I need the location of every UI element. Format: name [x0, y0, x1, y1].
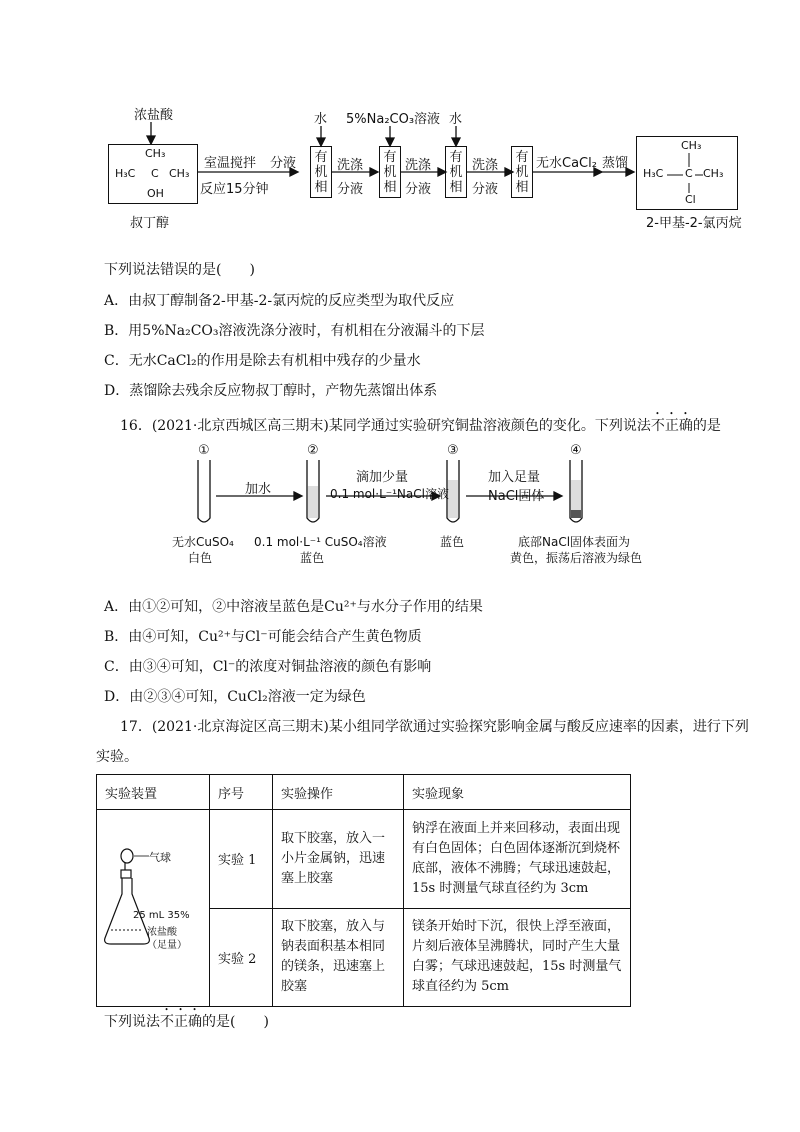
wash-label-1: 洗涤	[337, 158, 364, 173]
tube2-caption-a: 0.1 mol·L⁻¹ CuSO₄溶液	[254, 535, 387, 549]
organic-phase-box-4: 有 机 相	[511, 146, 533, 198]
acid-label-a: 25 mL 35%	[133, 910, 190, 921]
tube4-caption-b: 黄色，振荡后溶液为绿色	[510, 551, 643, 565]
organic-phase-box-3: 有 机 相	[445, 146, 467, 198]
flask-apparatus	[97, 810, 209, 1006]
arrow3-top-label: 加入足量	[488, 470, 541, 485]
table-row	[97, 810, 631, 909]
row1-operation: 取下胶塞，放入一小片金属钠，迅速塞上胶塞	[273, 810, 404, 909]
wash-label-3: 洗涤	[472, 158, 499, 173]
q15-prompt: 下列说法错误的是( )	[104, 262, 255, 278]
row2-operation: 取下胶塞，放入与钠表面积基本相同的镁条，迅速塞上胶塞	[273, 908, 404, 1007]
table-header-row	[97, 775, 631, 810]
q16-emphasis: 不正确	[650, 418, 693, 434]
organic-phase-box-1: 有 机 相	[310, 146, 332, 198]
drying-agent-label: 无水CaCl₂	[536, 156, 597, 171]
q15-option-c: C．无水CaCl₂的作用是除去有机相中残存的少量水	[104, 353, 421, 369]
q16-option-c: C．由③④可知，Cl⁻的浓度对铜盐溶液的颜色有影响	[104, 659, 432, 675]
q16-stem: 16．(2021·北京西城区高三期末)某同学通过实验研究铜盐溶液颜色的变化。下列说法不正确的是	[120, 418, 721, 434]
acid-label-b: 浓盐酸	[147, 927, 177, 938]
q15-option-b: B．用5%Na₂CO₃溶液洗涤分液时，有机相在分液漏斗的下层	[104, 323, 485, 339]
tube4-caption-a: 底部NaCl固体表面为	[518, 535, 631, 549]
step1-top-label: 室温搅拌	[204, 156, 257, 171]
reagent-hcl-label: 浓盐酸	[134, 108, 174, 123]
sep-label-3: 分液	[472, 182, 499, 197]
experiment-table	[96, 774, 631, 1007]
row1-phenomenon: 钠浮在液面上并来回移动，表面出现有白色固体；白色固体逐渐沉到烧杯底部，液体不沸腾；气球迅速鼓起，15s 时测量气球直径约为 3cm	[404, 810, 631, 909]
q17-prompt: 下列说法不正确的是( )	[104, 1014, 269, 1030]
row1-index: 实验 1	[210, 810, 273, 909]
tbutanol-structure: CH₃ H₃C C CH₃ OH	[108, 144, 198, 204]
tube-number-2: ②	[307, 443, 319, 458]
distill-label: 蒸馏	[602, 156, 629, 171]
tube-number-1: ①	[198, 443, 210, 458]
sep-label-2: 分液	[405, 182, 432, 197]
tube-number-4: ④	[570, 443, 582, 458]
q16-option-a: A．由①②可知，②中溶液呈蓝色是Cu²⁺与水分子作用的结果	[104, 599, 483, 615]
sep-label-1: 分液	[337, 182, 364, 197]
q17-stem-line2: 实验。	[96, 749, 138, 765]
q16-option-b: B．由④可知，Cu²⁺与Cl⁻可能会结合产生黄色物质	[104, 629, 422, 645]
tube-number-3: ③	[447, 443, 459, 458]
product-label: 2-甲基-2-氯丙烷	[646, 216, 742, 231]
product-structure: CH₃ H₃C C CH₃ Cl	[636, 136, 738, 210]
acid-label-c: （足量）	[147, 940, 187, 951]
row2-index: 实验 2	[210, 908, 273, 1007]
q15-option-a: A．由叔丁醇制备2-甲基-2-氯丙烷的反应类型为取代反应	[104, 293, 455, 309]
q17-stem-line1: 17．(2021·北京海淀区高三期末)某小组同学欲通过实验探究影响金属与酸反应速率的因素，进行下列	[120, 719, 749, 735]
q17-emphasis: 不正确	[160, 1014, 202, 1030]
header-operation: 实验操作	[273, 775, 404, 810]
na2co3-label: 5%Na₂CO₃溶液	[346, 112, 441, 127]
sep1-label: 分液	[270, 156, 297, 171]
tube1-caption-b: 白色	[188, 551, 213, 565]
arrow2-bottom-label: 0.1 mol·L⁻¹NaCl溶液	[330, 487, 449, 501]
header-index: 序号	[210, 775, 273, 810]
organic-phase-box-2: 有 机 相	[379, 146, 401, 198]
water2-label: 水	[449, 112, 463, 127]
arrow1-label: 加水	[245, 482, 272, 497]
q16-option-d: D．由②③④可知，CuCl₂溶液一定为绿色	[104, 689, 366, 705]
row2-phenomenon: 镁条开始时下沉，很快上浮至液面，片刻后液体呈沸腾状，同时产生大量白雾；气球迅速鼓起，15s 时测量气球直径约为 5cm	[404, 908, 631, 1007]
arrow3-bottom-label: NaCl固体	[488, 489, 545, 504]
arrow2-top-label: 滴加少量	[356, 470, 409, 485]
header-apparatus: 实验装置	[97, 775, 210, 810]
step1-bottom-label: 反应15分钟	[200, 182, 269, 197]
tbutanol-label: 叔丁醇	[130, 216, 170, 231]
tube2-caption-b: 蓝色	[300, 551, 325, 565]
apparatus-cell	[97, 810, 210, 1007]
header-phenomenon: 实验现象	[404, 775, 631, 810]
tube1-caption-a: 无水CuSO₄	[172, 535, 234, 549]
flask-drawing	[97, 810, 209, 1006]
balloon-label: 气球	[149, 851, 171, 864]
water1-label: 水	[314, 112, 328, 127]
q15-option-d: D．蒸馏除去残余反应物叔丁醇时，产物先蒸馏出体系	[104, 383, 438, 399]
tube3-caption: 蓝色	[440, 535, 465, 549]
wash-label-2: 洗涤	[405, 158, 432, 173]
